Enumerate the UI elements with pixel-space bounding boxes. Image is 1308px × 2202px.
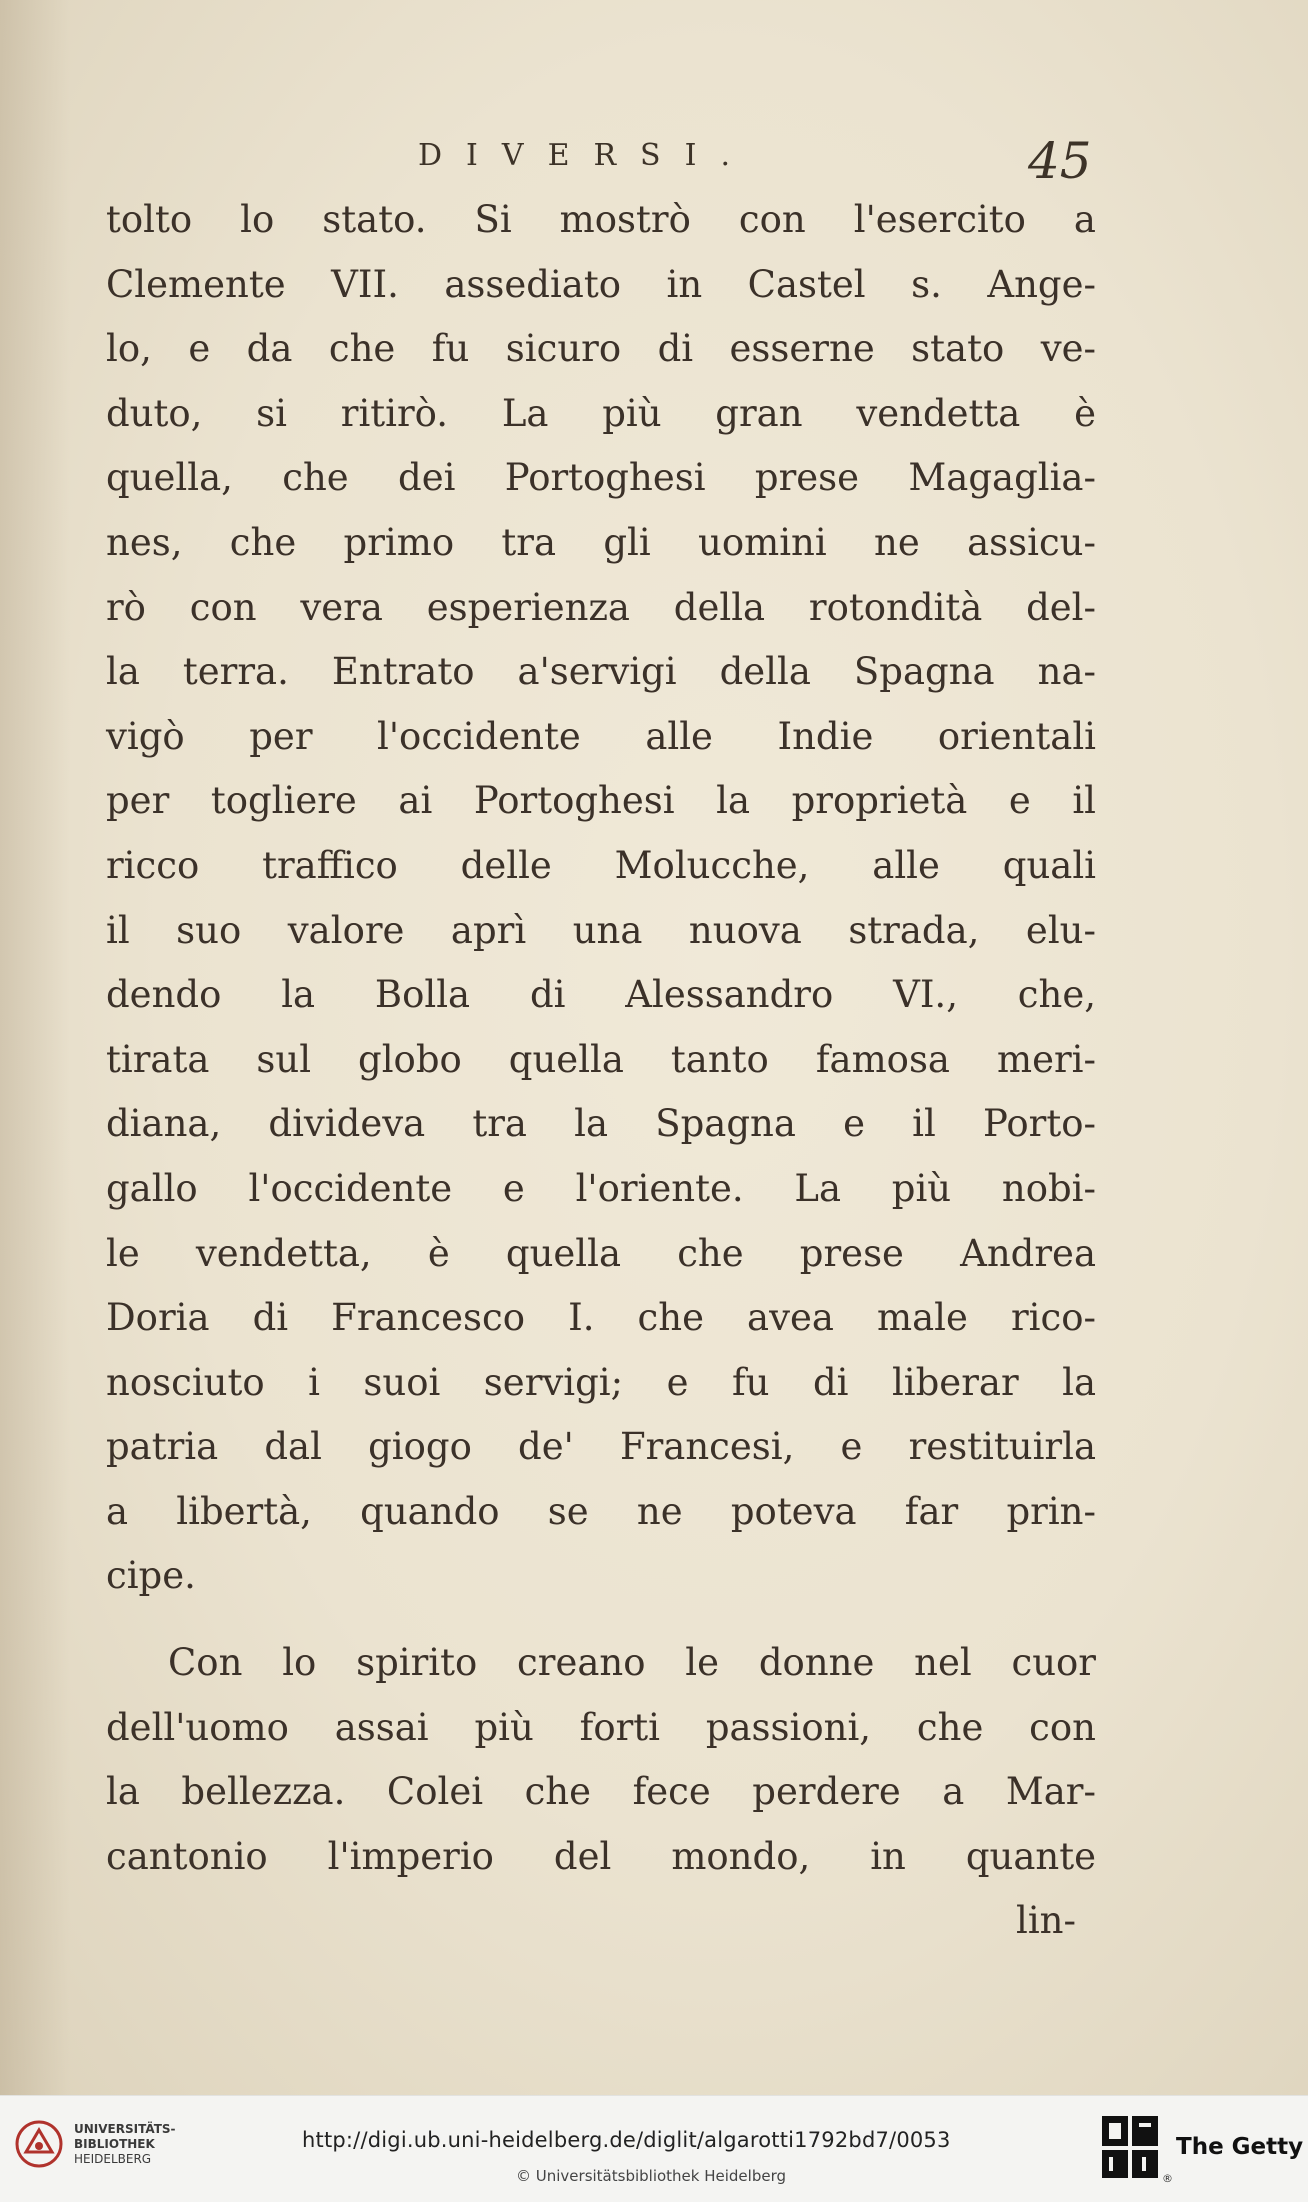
- text-line: lo, e da che fu sicuro di esserne stato ve-: [106, 327, 1096, 371]
- text-line: cantonio l'imperio del mondo, in quante: [106, 1834, 1096, 1878]
- text-line: duto, si ritirò. La più gran vendetta è: [106, 391, 1096, 435]
- permalink-url[interactable]: http://digi.ub.uni-heidelberg.de/diglit/algarotti1792bd7/0053: [302, 2128, 951, 2152]
- text-line: dell'uomo assai più forti passioni, che con: [106, 1705, 1096, 1749]
- text-line: la terra. Entrato a'servigi della Spagna na-: [106, 650, 1096, 694]
- body-text: [106, 188, 1096, 1954]
- getty-logo-icon: [1100, 2114, 1160, 2180]
- text-line: per togliere ai Portoghesi la proprietà e il: [106, 779, 1096, 823]
- institution-name: [74, 2122, 176, 2167]
- text-line: vigò per l'occidente alle Indie orientali: [106, 714, 1096, 758]
- institution-line: UNIVERSITÄTS-: [74, 2122, 176, 2136]
- page-number: 45: [1028, 132, 1092, 190]
- text-line: Clemente VII. assediato in Castel s. Ange-: [106, 262, 1096, 306]
- text-line: tirata sul globo quella tanto famosa meri-: [106, 1037, 1096, 1081]
- text-line: nes, che primo tra gli uomini ne assicu-: [106, 520, 1096, 564]
- partner-name: The Getty: [1176, 2134, 1304, 2160]
- text-line: gallo l'occidente e l'oriente. La più nobi-: [106, 1166, 1096, 1210]
- text-line: patria dal giogo de' Francesi, e restituirla: [106, 1425, 1096, 1469]
- catchword: lin-: [1016, 1899, 1076, 1943]
- text-line: rò con vera esperienza della rotondità del-: [106, 585, 1096, 629]
- text-line: Doria di Francesco I. che avea male rico-: [106, 1296, 1096, 1340]
- text-line: ricco traffico delle Molucche, alle quali: [106, 843, 1096, 887]
- institution-line: BIBLIOTHEK: [74, 2137, 155, 2151]
- viewer-footer: [0, 2095, 1308, 2202]
- text-line: diana, divideva tra la Spagna e il Porto-: [106, 1102, 1096, 1146]
- text-line: Con lo spirito creano le donne nel cuor: [168, 1641, 1096, 1685]
- text-line: quella, che dei Portoghesi prese Magaglia-: [106, 456, 1096, 500]
- university-library-logo-icon: [14, 2118, 64, 2170]
- copyright-notice: © Universitätsbibliothek Heidelberg: [516, 2167, 787, 2185]
- text-line: nosciuto i suoi servigi; e fu di liberar la: [106, 1360, 1096, 1404]
- text-line: dendo la Bolla di Alessandro VI., che,: [106, 973, 1096, 1017]
- institution-line: HEIDELBERG: [74, 2152, 152, 2166]
- running-head: DIVERSI.: [418, 138, 754, 173]
- text-line: le vendetta, è quella che prese Andrea: [106, 1231, 1096, 1275]
- text-line: il suo valore aprì una nuova strada, elu-: [106, 908, 1096, 952]
- text-line: la bellezza. Colei che fece perdere a Mar-: [106, 1770, 1096, 1814]
- text-line: cipe.: [106, 1554, 196, 1598]
- page-header: [0, 132, 1308, 192]
- text-line: a libertà, quando se ne poteva far prin-: [106, 1489, 1096, 1533]
- registered-mark: ®: [1162, 2172, 1173, 2185]
- text-line: tolto lo stato. Si mostrò con l'esercito a: [106, 198, 1096, 241]
